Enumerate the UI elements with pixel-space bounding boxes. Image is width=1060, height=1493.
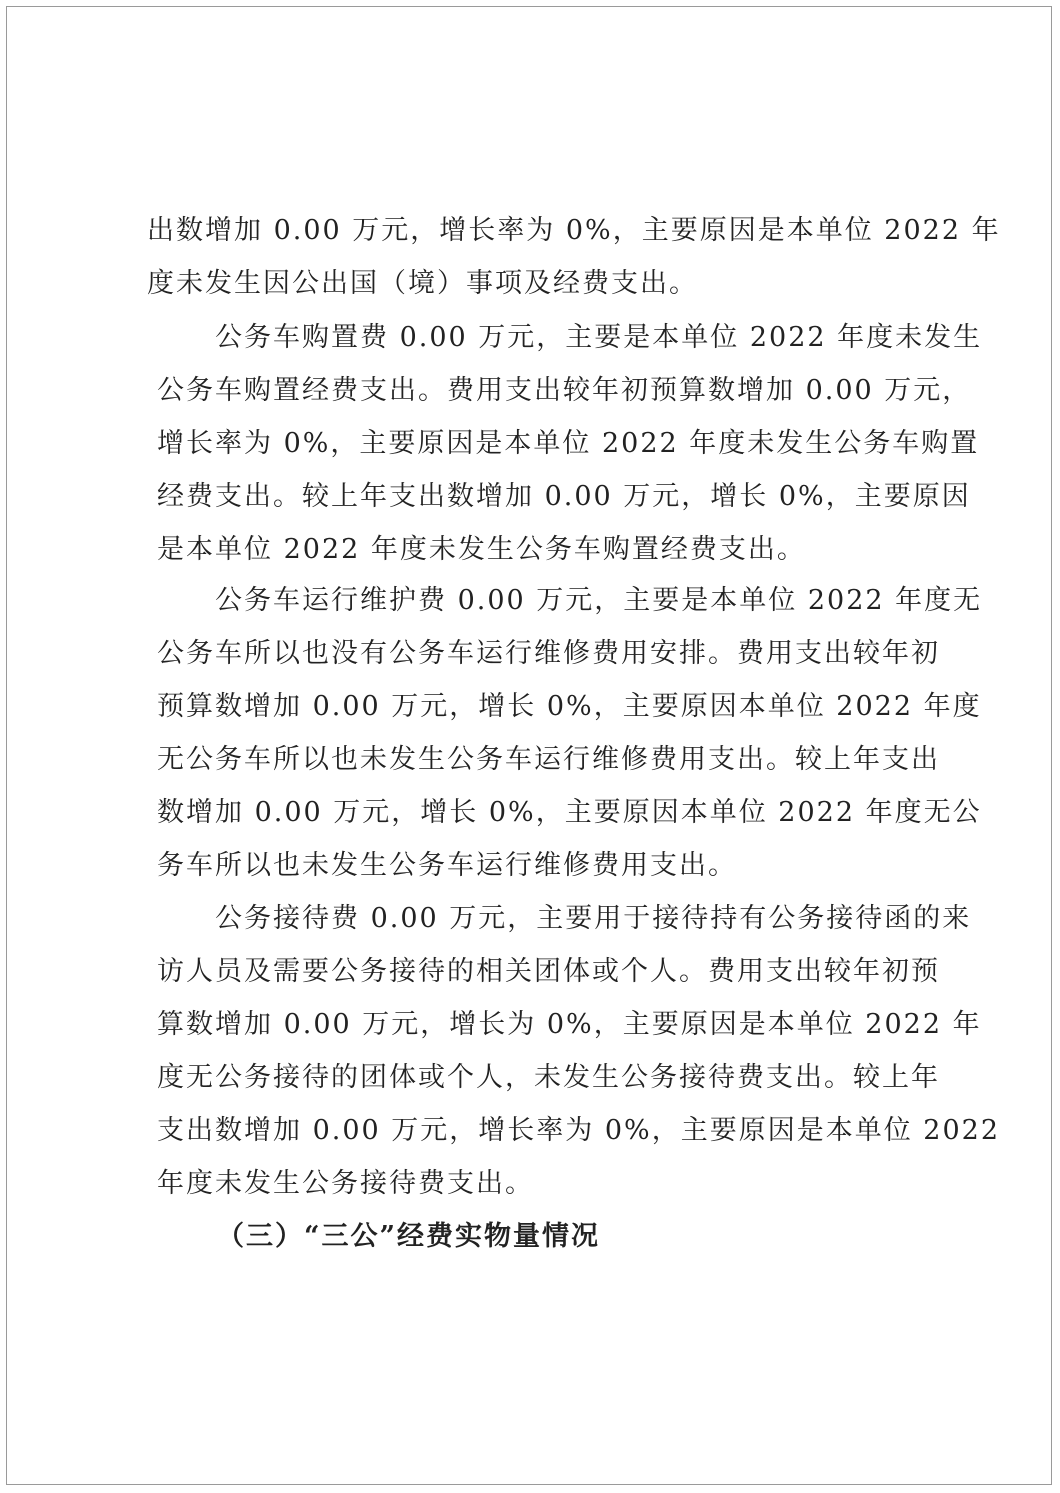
text-line: 支出数增加 0.00 万元，增长率为 0%，主要原因是本单位 2022 — [157, 1115, 1000, 1146]
text-line: 预算数增加 0.00 万元，增长 0%，主要原因本单位 2022 年度 — [157, 691, 982, 722]
text-line: 经费支出。较上年支出数增加 0.00 万元，增长 0%，主要原因 — [157, 481, 971, 512]
text-line: 算数增加 0.00 万元，增长为 0%，主要原因是本单位 2022 年 — [157, 1009, 982, 1040]
text-line: 度无公务接待的团体或个人，未发生公务接待费支出。较上年 — [157, 1062, 940, 1093]
text-line: 公务车所以也没有公务车运行维修费用安排。费用支出较年初 — [157, 638, 940, 669]
text-line: 度未发生因公出国（境）事项及经费支出。 — [147, 268, 698, 299]
text-line: 公务车运行维护费 0.00 万元，主要是本单位 2022 年度无 — [215, 585, 983, 616]
text-line: 出数增加 0.00 万元，增长率为 0%，主要原因是本单位 2022 年 — [147, 215, 1001, 246]
text-line: 增长率为 0%，主要原因是本单位 2022 年度未发生公务车购置 — [157, 428, 980, 459]
text-line: 是本单位 2022 年度未发生公务车购置经费支出。 — [157, 534, 806, 565]
text-line: 年度未发生公务接待费支出。 — [157, 1168, 534, 1199]
text-line: 公务接待费 0.00 万元，主要用于接待持有公务接待函的来 — [215, 903, 972, 934]
text-line: 访人员及需要公务接待的相关团体或个人。费用支出较年初预 — [157, 956, 940, 987]
text-line: 务车所以也未发生公务车运行维修费用支出。 — [157, 850, 737, 881]
text-line: 公务车购置费 0.00 万元，主要是本单位 2022 年度未发生 — [215, 322, 983, 353]
text-line: 数增加 0.00 万元，增长 0%，主要原因本单位 2022 年度无公 — [157, 797, 982, 828]
text-line: 公务车购置经费支出。费用支出较年初预算数增加 0.00 万元， — [157, 375, 972, 406]
section-heading-text: （三）“三公”经费实物量情况 — [217, 1221, 601, 1252]
document-page — [6, 6, 1052, 1485]
text-line: 无公务车所以也未发生公务车运行维修费用支出。较上年支出 — [157, 744, 940, 775]
